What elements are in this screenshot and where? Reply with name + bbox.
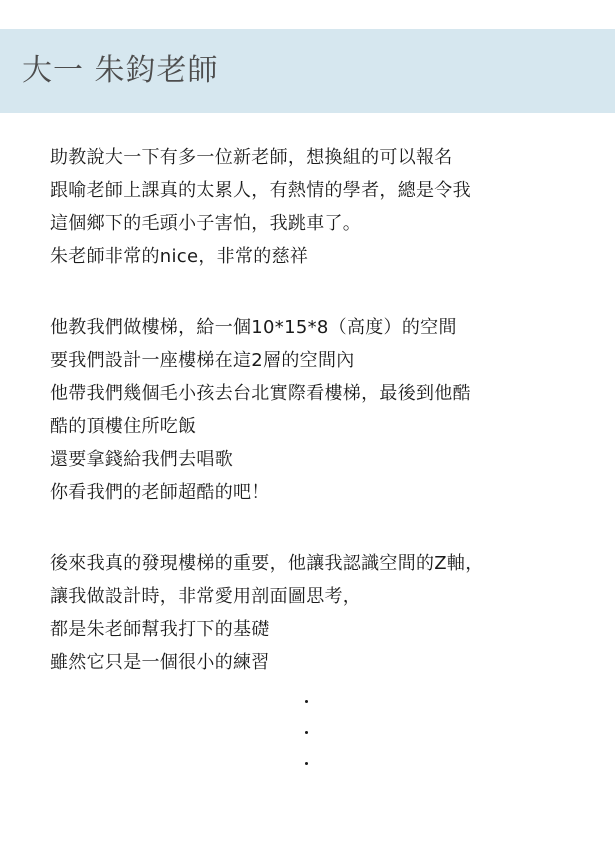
text-line: 他教我們做樓梯，給一個10*15*8（高度）的空間 [50,317,457,338]
text-line: 讓我做設計時，非常愛用剖面圖思考， [50,586,362,607]
text-line: 他帶我們幾個毛小孩去台北實際看樓梯，最後到他酷 [50,383,471,404]
dot-mark [305,731,308,734]
ellipsis-dots [296,700,316,793]
text-line: 跟喻老師上課真的太累人，有熱情的學者，總是令我 [50,180,471,201]
paragraph-3 [50,547,595,679]
dot-mark [305,762,308,765]
paragraph-2 [50,311,595,509]
text-line: 這個鄉下的毛頭小子害怕，我跳車了。 [50,213,362,234]
text-line: 雖然它只是一個很小的練習 [50,652,270,673]
article-body [50,141,595,717]
dot-mark [305,700,308,703]
text-line: 要我們設計一座樓梯在這2層的空間內 [50,350,355,371]
text-line: 還要拿錢給我們去唱歌 [50,449,233,470]
page-title: 大一 朱鈞老師 [22,53,219,88]
text-line: 你看我們的老師超酷的吧！ [50,482,270,503]
text-line: 酷的頂樓住所吃飯 [50,416,197,437]
text-line: 朱老師非常的nice，非常的慈祥 [50,246,309,267]
header-banner [0,29,615,113]
text-line: 都是朱老師幫我打下的基礎 [50,619,270,640]
text-line: 後來我真的發現樓梯的重要，他讓我認識空間的Z軸， [50,553,484,574]
text-line: 助教說大一下有多一位新老師，想換組的可以報名 [50,147,453,168]
paragraph-1 [50,141,595,273]
